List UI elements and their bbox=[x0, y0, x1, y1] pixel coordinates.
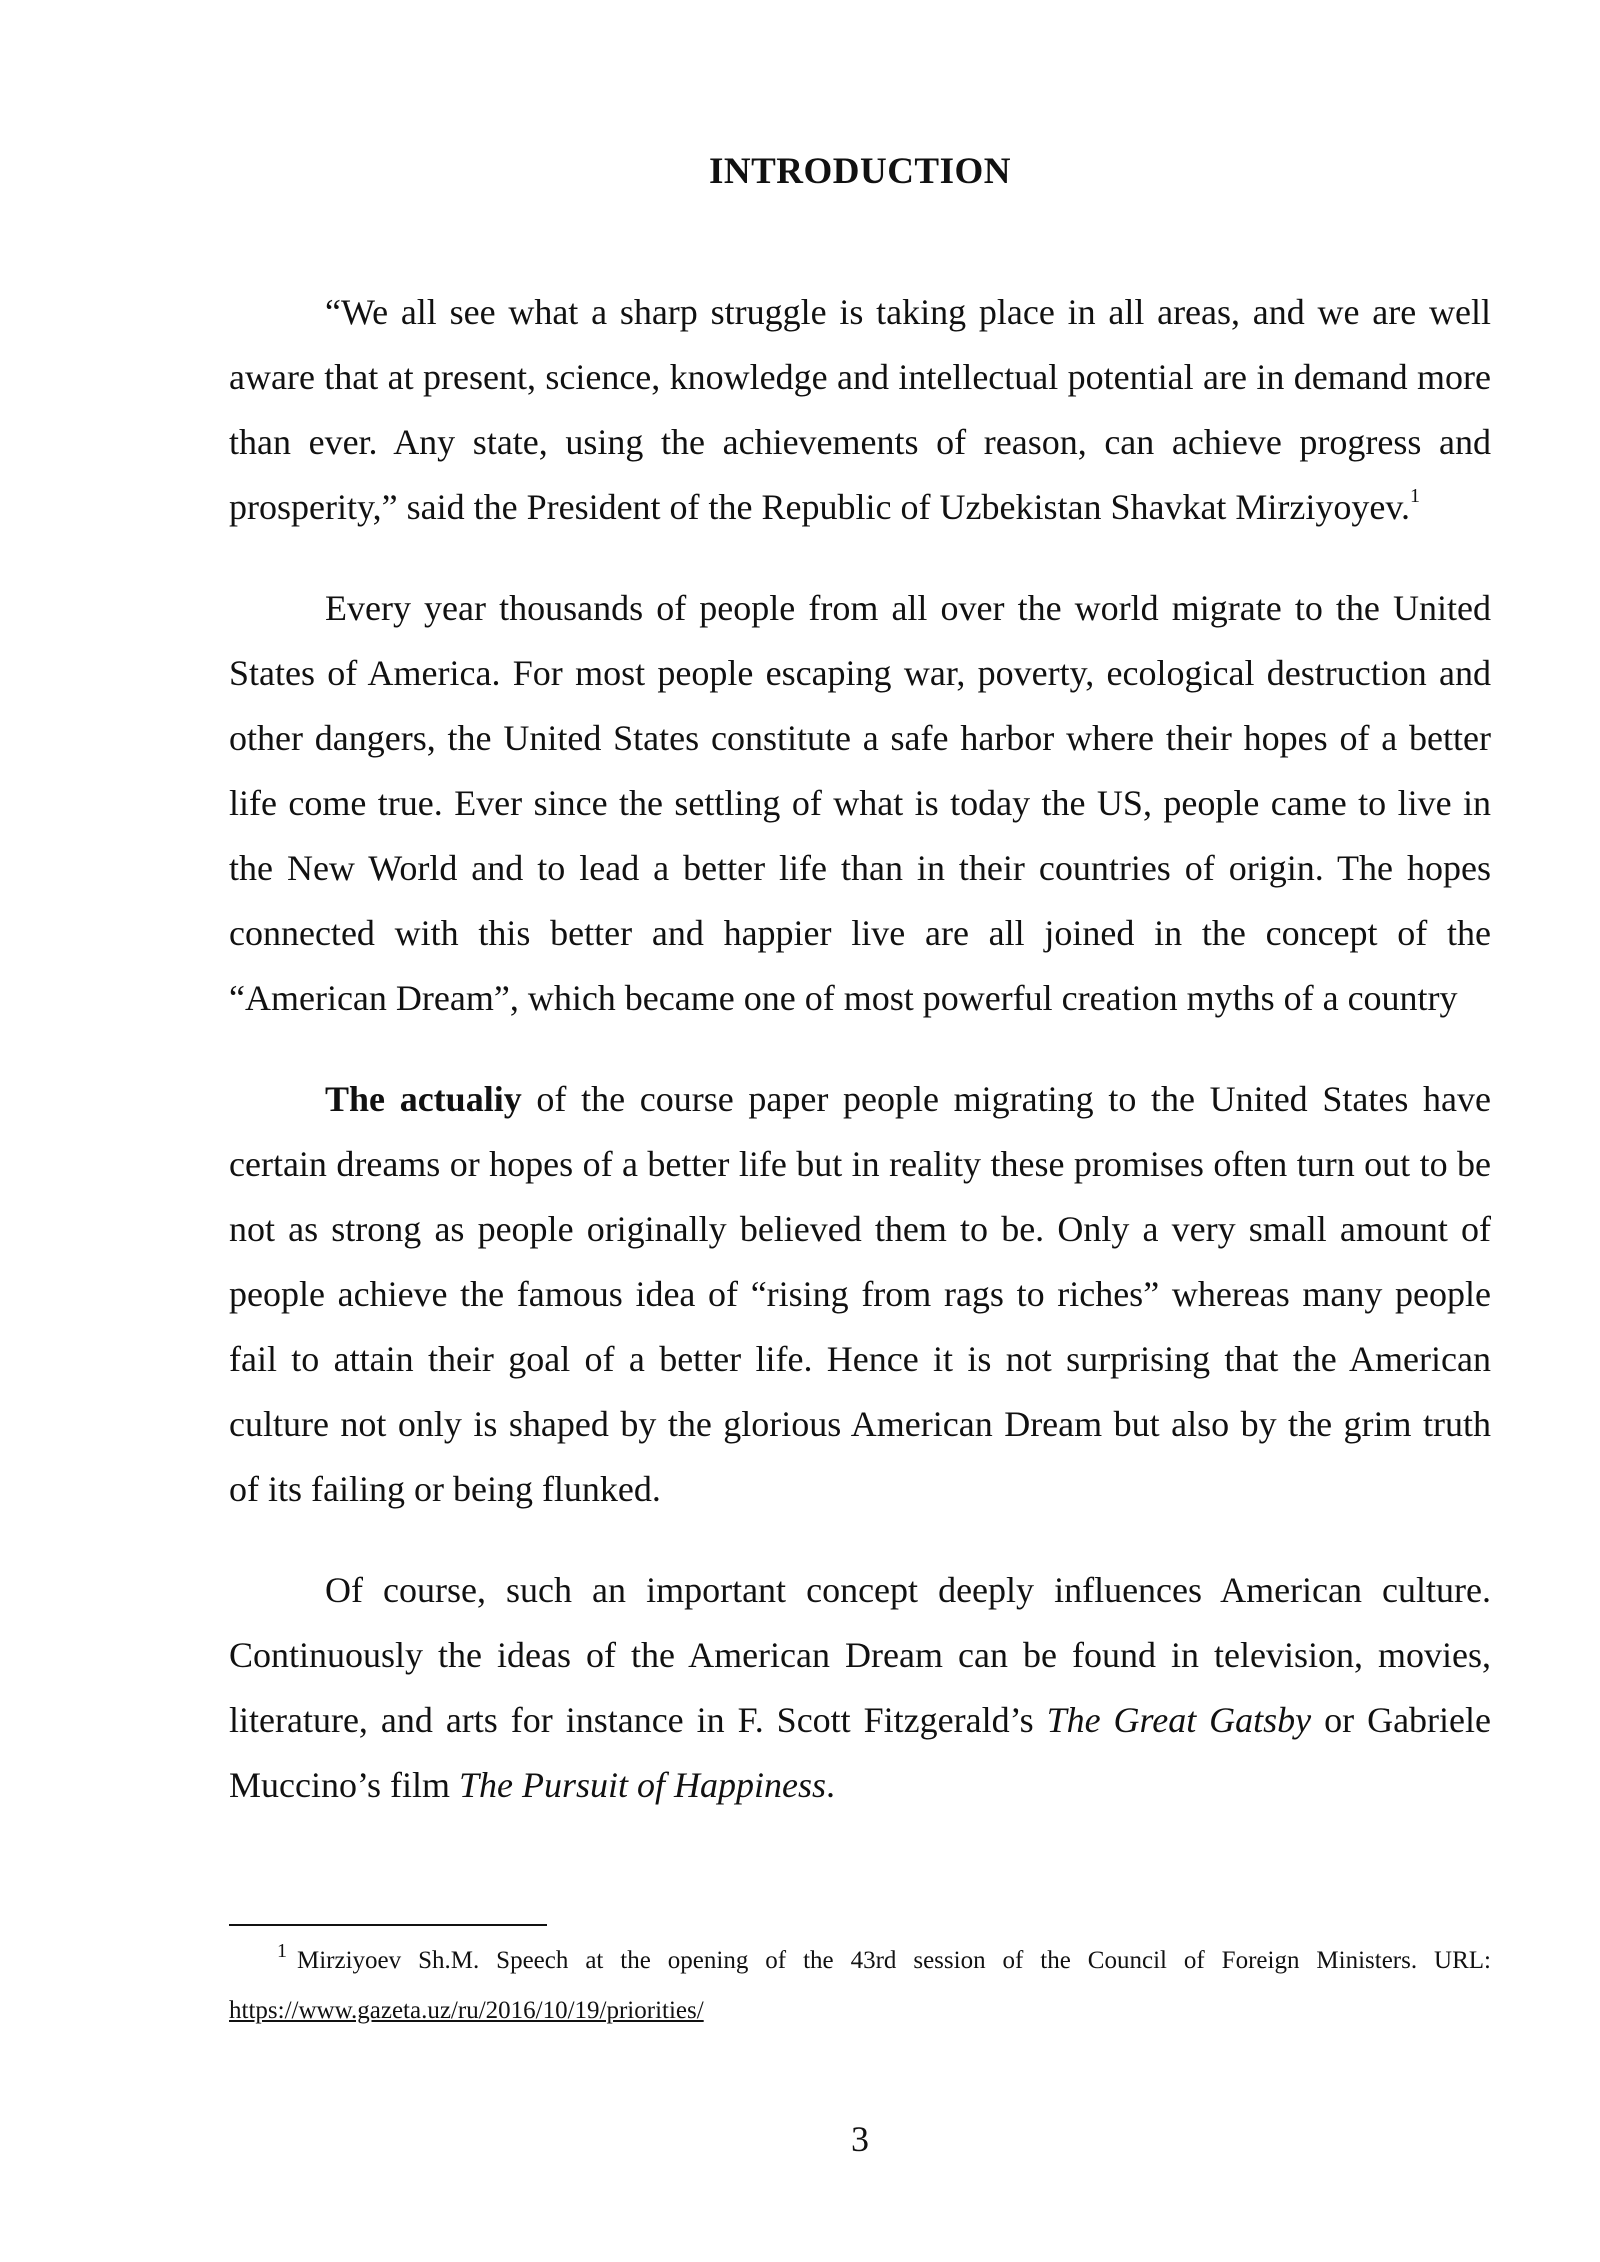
paragraph-migration bbox=[229, 576, 1491, 1031]
page-number: 3 bbox=[851, 2119, 869, 2159]
paragraph-quote bbox=[229, 280, 1491, 540]
paragraph-actuality-text: of the course paper people migrating to the United States have certain dreams or hopes of a better life but in reality these promises often turn out to be not as strong as people originally believed them to be. Only a very small amount of people achieve the famous idea of “rising from rags to riches” whereas many people fail to attain their goal of a better life. Hence it is not surprising that the American culture not only is shaped by the glorious American Dream but also by the grim truth of its failing or being flunked. bbox=[229, 1079, 1491, 1509]
footnote-text: Mirziyoev Sh.M. Speech at the opening of the 43rd session of the Council of Foreign Ministers. URL: bbox=[297, 1947, 1491, 1974]
paragraph-culture-text-2: or Gabriele Muccino’s film bbox=[229, 1700, 1491, 1805]
body-text bbox=[229, 280, 1491, 1854]
footnote-reference[interactable]: 1 bbox=[1410, 485, 1421, 507]
footnote bbox=[229, 1936, 1491, 2036]
paragraph-actuality-bold: The actualiy bbox=[325, 1079, 522, 1119]
title-pursuit-of-happiness: The Pursuit of Happiness bbox=[458, 1765, 826, 1805]
title-great-gatsby: The Great Gatsby bbox=[1046, 1700, 1312, 1740]
page-heading: INTRODUCTION bbox=[708, 151, 1012, 192]
paragraph-actuality bbox=[229, 1067, 1491, 1522]
paragraph-culture-text-1: Of course, such an important concept deeply influences American culture. Continuously the ideas of the American Dream can be found in television, movies, literature, and arts for instance in F. Scott Fitzgerald’s bbox=[229, 1570, 1491, 1740]
paragraph-quote-text: “We all see what a sharp struggle is taking place in all areas, and we are well aware that at present, science, knowledge and intellectual potential are in demand more than ever. Any state, using the achievements of reason, can achieve progress and prosperity,” said the President of the Republic of Uzbekistan Shavkat Mirziyoyev. bbox=[229, 292, 1491, 527]
paragraph-culture bbox=[229, 1558, 1491, 1818]
footnote-url-link[interactable]: https://www.gazeta.uz/ru/2016/10/19/priorities/ bbox=[229, 1997, 704, 2024]
paragraph-migration-text: Every year thousands of people from all over the world migrate to the United States of America. For most people escaping war, poverty, ecological destruction and other dangers, the United States constitute a safe harbor where their hopes of a better life come true. Ever since the settling of what is today the US, people came to live in the New World and to lead a better life than in their countries of origin. The hopes connected with this better and happier live are all joined in the concept of the “American Dream”, which became one of most powerful creation myths of a country bbox=[229, 588, 1491, 1018]
footnote-mark: 1 bbox=[277, 1939, 287, 1962]
footnote-separator bbox=[229, 1924, 547, 1926]
paragraph-culture-text-3: . bbox=[826, 1765, 835, 1805]
